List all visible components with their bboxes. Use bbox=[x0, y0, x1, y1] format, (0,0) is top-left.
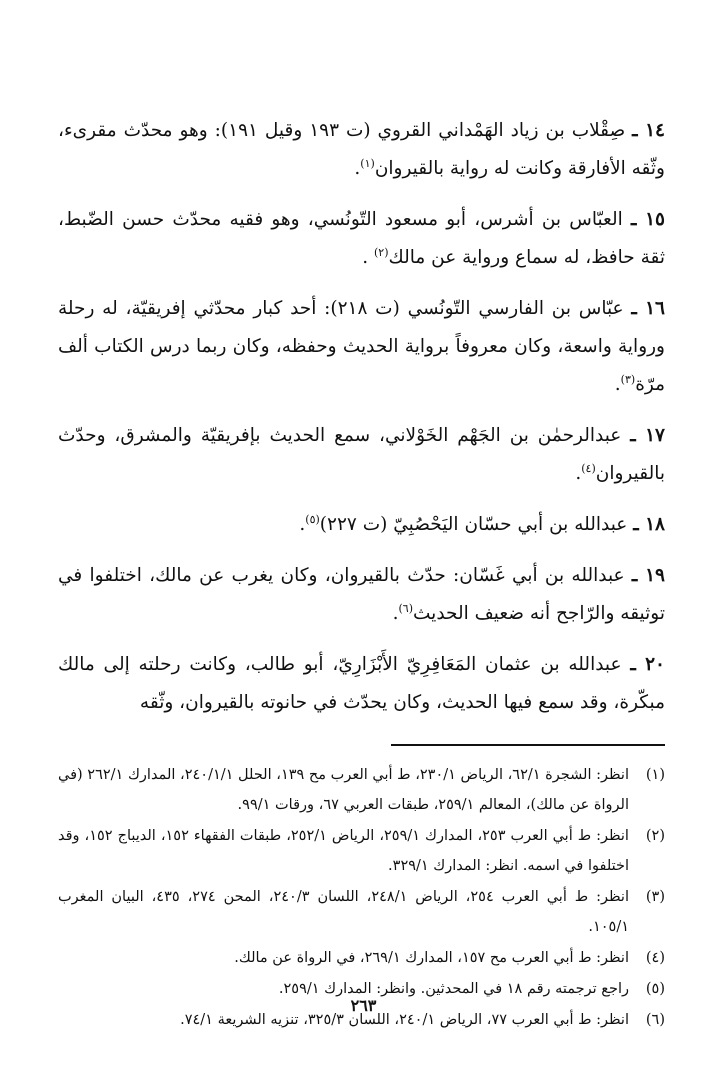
entry-end: . bbox=[354, 158, 361, 179]
footnote-text: انظر: ط أبي العرب مح ١٥٧، المدارك ٢٦٩/١، في الرواة عن مالك. bbox=[234, 950, 629, 966]
entry-text: عبدالله بن أبي غَسّان: حدّث بالقيروان، وكان يغرب عن مالك، اختلفوا في توثيقه والرّاجح أنه ضعيف الحديث bbox=[58, 565, 665, 624]
entry-end: . bbox=[362, 247, 374, 268]
entry-number: ١٤ ـ bbox=[632, 120, 665, 141]
footnote-number: (٢) bbox=[645, 828, 665, 844]
entry-text: عبدالله بن أبي حسّان اليَحْصُبِيّ (ت ٢٢٧) bbox=[319, 514, 628, 535]
entry-18 bbox=[58, 506, 665, 544]
footnote-ref[interactable]: (٤) bbox=[581, 461, 596, 475]
footnote-separator bbox=[391, 744, 665, 746]
entry-number: ١٥ ـ bbox=[630, 209, 665, 230]
entry-15 bbox=[58, 201, 665, 277]
footnote-1 bbox=[58, 760, 665, 820]
entry-text: صِقْلاب بن زياد الهَمْداني القروي (ت ١٩٣ وقيل ١٩١): وهو محدّث مقرىء، وثّقه الأفارقة وكانت له رواية بالقيروان bbox=[58, 120, 665, 179]
footnote-ref[interactable]: (٣) bbox=[620, 372, 636, 386]
entry-end: . bbox=[299, 514, 306, 535]
entry-end: . bbox=[575, 463, 582, 484]
footnote-text: راجع ترجمته رقم ١٨ في المحدثين. وانظر: المدارك ٢٥٩/١. bbox=[278, 981, 629, 997]
footnote-4 bbox=[58, 943, 665, 973]
entry-20 bbox=[58, 646, 665, 722]
entry-number: ٢٠ ـ bbox=[630, 654, 665, 675]
footnote-number: (١) bbox=[645, 767, 665, 783]
footnote-text: انظر: ط أبي العرب ٢٥٤، الرياض ٢٤٨/١، اللسان ٢٤٠/٣، المحن ٢٧٤، ٤٣٥، البيان المغرب ١٠٥/١. bbox=[58, 889, 629, 935]
entry-17 bbox=[58, 417, 665, 493]
footnote-ref[interactable]: (٦) bbox=[398, 601, 413, 615]
footnote-number: (٣) bbox=[645, 889, 665, 905]
footnote-number: (٥) bbox=[645, 981, 665, 997]
entry-end: . bbox=[614, 374, 621, 395]
entry-number: ١٩ ـ bbox=[631, 565, 665, 586]
entry-16 bbox=[58, 290, 665, 404]
footnote-3 bbox=[58, 882, 665, 942]
entry-number: ١٨ ـ bbox=[633, 514, 665, 535]
footnotes bbox=[58, 760, 665, 1035]
footnote-2 bbox=[58, 821, 665, 881]
entry-text: عبدالله بن عثمان المَعَافِرِيّ الأَبْزَارِيّ، أبو طالب، وكانت رحلته إلى مالك مبكّرة، وقد سمع فيها الحديث، وكان يحدّث في حانوته بالقيروان، وثّقه bbox=[58, 654, 665, 713]
page-number: ٢٦٣ bbox=[350, 996, 377, 1015]
footnote-ref[interactable]: (٢) bbox=[373, 245, 389, 259]
entry-text: العبّاس بن أشرس، أبو مسعود التّونُسي، وهو فقيه محدّث حسن الضّبط، ثقة حافظ، له سماع ورواية عن مالك bbox=[58, 209, 665, 268]
footnote-number: (٦) bbox=[645, 1012, 665, 1028]
entry-end: . bbox=[392, 603, 399, 624]
entry-number: ١٦ ـ bbox=[631, 298, 665, 319]
footnote-ref[interactable]: (١) bbox=[360, 156, 375, 170]
footnote-ref[interactable]: (٥) bbox=[305, 512, 320, 526]
entry-19 bbox=[58, 557, 665, 633]
footnote-text: انظر: ط أبي العرب ٢٥٣، المدارك ٢٥٩/١، الرياض ٢٥٢/١، طبقات الفقهاء ١٥٢، الديباج ١٥٢، وقد اختلفوا في اسمه. انظر: المدارك ٣٢٩/١. bbox=[58, 828, 629, 874]
entry-text: عبدالرحمٰن بن الجَهْم الخَوْلاني، سمع الحديث بإفريقيّة والمشرق، وحدّث بالقيروان bbox=[58, 425, 665, 484]
footnote-number: (٤) bbox=[645, 950, 665, 966]
entry-text: عبّاس بن الفارسي التّونُسي (ت ٢١٨): أحد كبار محدّثي إفريقيّة، له رحلة ورواية واسعة، وكان معروفاً برواية الحديث وحفظه، وكان ربما درس الكتاب ألف مرّة bbox=[58, 298, 665, 395]
entry-number: ١٧ ـ bbox=[630, 425, 665, 446]
entry-14 bbox=[58, 112, 665, 188]
footnote-text: انظر: الشجرة ٦٢/١، الرياض ٢٣٠/١، ط أبي العرب مح ١٣٩، الحلل ٢٤٠/١/١، المدارك ٢٦٢/١ (في الرواة عن مالك)، المعالم ٢٥٩/١، طبقات العربي ٦٧، ورقات ٩٩/١. bbox=[58, 767, 629, 813]
footnote-text: انظر: ط أبي العرب ٧٧، الرياض ٢٤٠/١، اللسان ٣٢٥/٣، تنزيه الشريعة ٧٤/١. bbox=[180, 1012, 629, 1028]
